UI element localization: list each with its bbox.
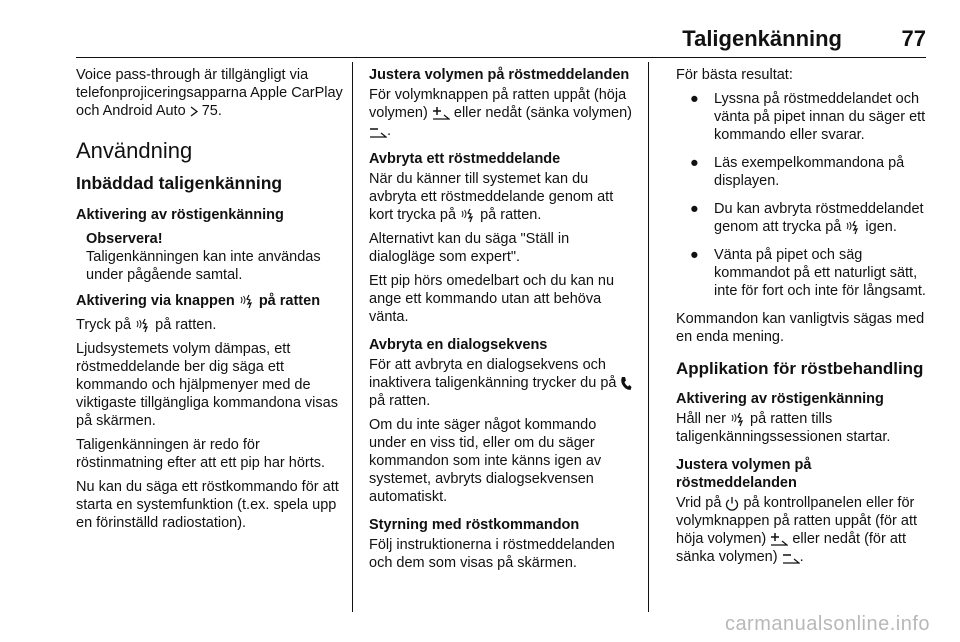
page-title: Taligenkänning [682, 26, 842, 51]
cancel-dialog-heading: Avbryta en dialogsekvens [369, 337, 548, 353]
volume-up-icon [432, 106, 450, 120]
column-divider-1 [352, 62, 353, 612]
beep-paragraph: Ett pip hörs omedelbart och du kan nu ange ett kommando utan att behöva vänta. [369, 273, 615, 325]
volume-down-icon [369, 124, 387, 138]
activation-heading: Aktivering av röstigenkänning [76, 207, 284, 223]
tips-list [676, 90, 934, 300]
bullet-icon: ● [690, 247, 699, 263]
intro-paragraph: Voice pass-through är tillgängligt via telefonprojiceringsapparna Apple CarPlay och Android Auto 75. [76, 67, 343, 119]
volume-paragraph: Ljudsystemets volym dämpas, ett röstmeddelande ber dig säga ett kommando och hjälpmenyer med de viktigaste tillgängliga kommandona visas på skärmen. [76, 341, 338, 429]
adjust-volume-heading: Justera volymen på röstmeddelanden [369, 67, 630, 83]
voice-button-icon [239, 294, 255, 309]
column-right [676, 66, 934, 572]
best-results-intro: För bästa resultat: [676, 67, 793, 83]
list-item: ● Läs exempelkommandona på displayen. [690, 155, 905, 189]
header-rule [76, 57, 926, 58]
hold-instruction: Håll ner på ratten tills taligenkänningssessionen startar. [676, 411, 891, 445]
page-ref-arrow-icon [190, 106, 198, 117]
phone-icon [620, 376, 632, 391]
bullet-icon: ● [690, 91, 699, 107]
column-divider-2 [648, 62, 649, 612]
alternative-paragraph: Alternativt kan du säga "Ställ in dialogläge som expert". [369, 231, 570, 265]
ready-paragraph: Taligenkänningen är redo för röstinmatning efter att ett pip har hörts. [76, 437, 326, 471]
volume-up-icon [770, 532, 788, 546]
voice-button-icon [135, 318, 151, 333]
cancel-message-paragraph: När du känner till systemet kan du avbryta ett röstmeddelande genom att kort trycka på på ratten. [369, 171, 614, 223]
note-text: Taligenkänningen kan inte användas under pågående samtal. [86, 249, 321, 283]
power-knob-icon [725, 496, 739, 511]
activation-heading: Aktivering av röstigenkänning [676, 391, 884, 407]
follow-instructions-paragraph: Följ instruktionerna i röstmeddelanden och dem som visas på skärmen. [369, 537, 615, 571]
turn-knob-paragraph: Vrid på på kontrollpanelen eller för volymknappen på ratten uppåt (för att höja volymen) eller nedåt (för att sänka volymen) . [676, 495, 918, 565]
site-watermark: carmanualsonline.info [724, 613, 930, 635]
page-number: 77 [901, 26, 926, 51]
button-activation-heading: Aktivering via knappen på ratten [76, 293, 321, 309]
section-heading: Användning [76, 138, 193, 163]
press-instruction: Tryck på på ratten. [76, 317, 217, 333]
bullet-icon: ● [690, 201, 699, 217]
list-item: ● Du kan avbryta röstmeddelandet genom att trycka på igen. [690, 201, 924, 235]
page-header [0, 0, 960, 60]
timeout-paragraph: Om du inte säger något kommando under en viss tid, eller om du säger kommandon som inte känns igen av systemet, avbryts dialogsekvensen automatiskt. [369, 417, 602, 505]
bullet-icon: ● [690, 155, 699, 171]
voice-button-icon [730, 412, 746, 427]
list-item: ● Vänta på pipet och säg kommandot på ett naturligt sätt, inte för fort och inte för långsamt. [690, 247, 926, 299]
cancel-dialog-paragraph: För att avbryta en dialogsekvens och inaktivera taligenkänning trycker du på på ratten. [369, 356, 637, 410]
note-box [76, 230, 344, 284]
list-item: ● Lyssna på röstmeddelandet och vänta på pipet innan du säger ett kommando eller svarar. [690, 91, 926, 143]
say-command-paragraph: Nu kan du säga ett röstkommando för att starta en systemfunktion (t.ex. spela upp en förinställd radiostation). [76, 479, 339, 531]
column-left [76, 66, 344, 538]
single-sentence-paragraph: Kommandon kan vanligtvis sägas med en enda mening. [676, 311, 925, 345]
subsection-heading: Inbäddad taligenkänning [76, 173, 283, 193]
volume-down-icon [782, 550, 800, 564]
voice-app-heading: Applikation för röstbehandling [676, 359, 924, 378]
voice-button-icon [845, 220, 861, 235]
voice-button-icon [460, 208, 476, 223]
note-title: Observera! [86, 231, 163, 247]
adjust-volume-heading: Justera volymen på röstmeddelanden [676, 457, 812, 491]
column-middle [369, 66, 637, 578]
adjust-volume-paragraph: För volymknappen på ratten uppåt (höja volymen) eller nedåt (sänka volymen) . [369, 87, 633, 139]
cancel-message-heading: Avbryta ett röstmeddelande [369, 151, 561, 167]
voice-control-heading: Styrning med röstkommandon [369, 517, 580, 533]
